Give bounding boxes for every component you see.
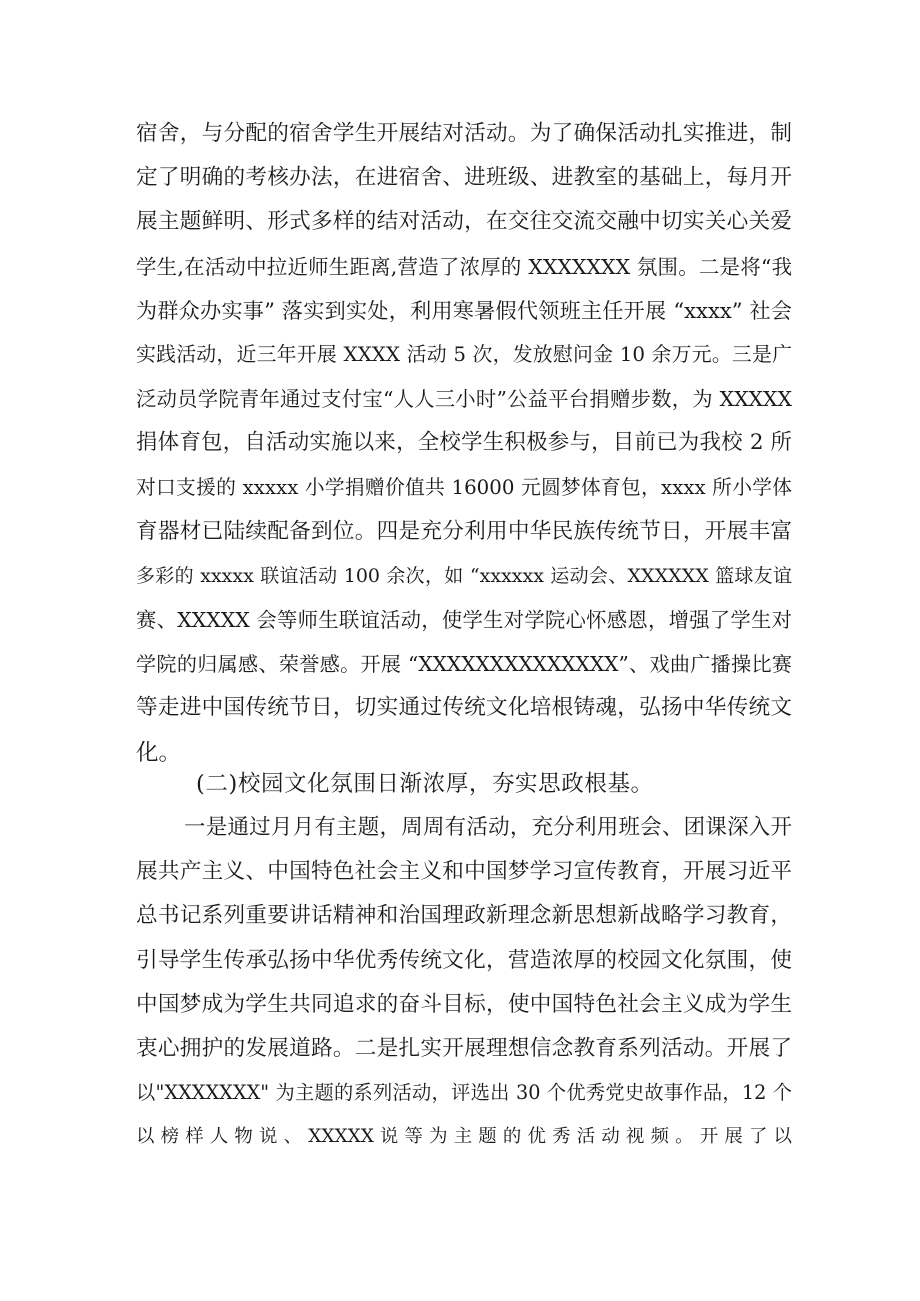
paragraph-1-line: 学院的归属感、荣誉感。开展 “XXXXXXXXXXXXXX”、戏曲广播操比赛 <box>136 652 792 677</box>
paragraph-1-line: 宿舍，与分配的宿舍学生开展结对活动。为了确保活动扎实推进，制 <box>136 121 792 146</box>
paragraph-2-line: 以"XXXXXXX" 为主题的系列活动，评选出 30 个优秀党史故事作品，12 个 <box>136 1081 792 1105</box>
paragraph-1-line: 实践活动，近三年开展 XXXX 活动 5 次，发放慰问金 10 余万元。三是广 <box>136 342 792 366</box>
paragraph-2-line: 中国梦成为学生共同追求的奋斗目标，使中国特色社会主义成为学生 <box>136 991 792 1017</box>
paragraph-1-line: 定了明确的考核办法，在进宿舍、进班级、进教室的基础上，每月开 <box>136 165 792 191</box>
paragraph-2-line: 衷心拥护的发展道路。二是扎实开展理想信念教育系列活动。开展了 <box>136 1035 792 1061</box>
paragraph-1-line: 为群众办实事” 落实到实处，利用寒暑假代领班主任开展 “xxxx” 社会 <box>136 297 792 323</box>
section-heading: (二)校园文化氛围日渐浓厚，夯实思政根基。 <box>196 771 654 797</box>
paragraph-2-line: 以 榜 样 人 物 说 、 XXXXX 说 等 为 主 题 的 优 秀 活 动 视 频 。 开 展 了 以 <box>136 1126 792 1148</box>
paragraph-1-line: 多彩的 xxxxx 联谊活动 100 余次，如 “xxxxxx 运动会、XXXXXX 篮球友谊 <box>136 564 792 587</box>
paragraph-1 <box>136 112 792 775</box>
paragraph-1-line: 育器材已陆续配备到位。四是充分利用中华民族传统节日，开展丰富 <box>136 518 792 544</box>
paragraph-2-line: 一是通过月月有主题，周周有活动，充分利用班会、团课深入开 <box>184 815 792 840</box>
paragraph-2-line: 展共产主义、中国特色社会主义和中国梦学习宣传教育，开展习近平 <box>136 859 792 885</box>
paragraph-1-line: 赛、XXXXX 会等师生联谊活动，使学生对学院心怀感恩，增强了学生对 <box>136 608 792 633</box>
paragraph-1-line: 捐体育包，自活动实施以来，全校学生积极参与，目前已为我校 2 所 <box>136 430 792 456</box>
paragraph-2-line: 引导学生传承弘扬中华优秀传统文化，营造浓厚的校园文化氛围，使 <box>136 947 792 973</box>
paragraph-1-line: 展主题鲜明、形式多样的结对活动，在交往交流交融中切实关心关爱 <box>136 209 792 235</box>
paragraph-1-line: 泛动员学院青年通过支付宝“人人三小时”公益平台捐赠步数，为 XXXXX <box>136 387 792 412</box>
paragraph-2-line: 总书记系列重要讲话精神和治国理政新理念新思想新战略学习教育， <box>136 903 792 929</box>
paragraph-1-line: 等走进中国传统节日，切实通过传统文化培根铸魂，弘扬中华传统文 <box>136 695 792 721</box>
paragraph-1-line: 对口支援的 xxxxx 小学捐赠价值共 16000 元圆梦体育包，xxxx 所小学体 <box>136 475 792 499</box>
paragraph-2 <box>136 806 792 1160</box>
paragraph-1-line: 化。 <box>136 739 182 766</box>
paragraph-1-line: 学生,在活动中拉近师生距离,营造了浓厚的 XXXXXXX 氛围。二是将“我 <box>136 254 792 279</box>
